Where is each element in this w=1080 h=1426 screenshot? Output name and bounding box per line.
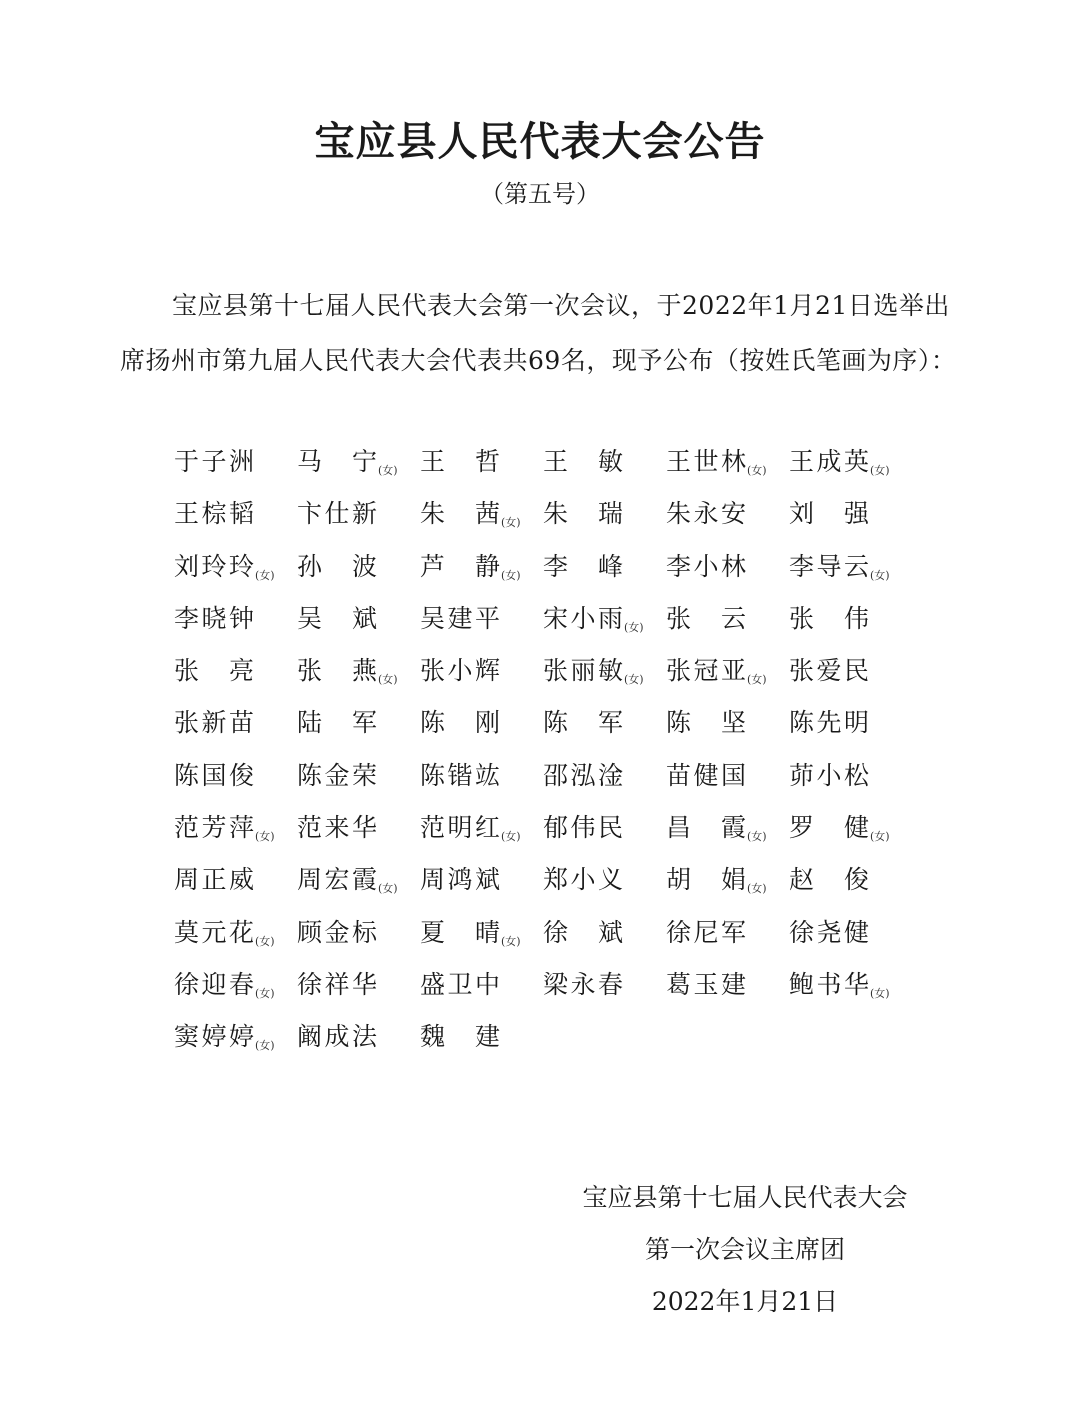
representative-name: 张冠亚 xyxy=(666,656,746,686)
representative-name: 张云 xyxy=(666,603,746,633)
representative-name: 梁永春 xyxy=(543,969,623,999)
representative-entry xyxy=(666,750,789,802)
representative-name: 徐迎春 xyxy=(174,969,254,999)
representative-name: 陈坚 xyxy=(666,708,746,738)
representative-name: 顾金标 xyxy=(297,917,377,947)
representative-name: 宋小雨 xyxy=(543,603,623,633)
representative-entry xyxy=(543,645,666,697)
signature-organization: 宝应县第十七届人民代表大会 xyxy=(582,1183,908,1212)
representative-name: 吴斌 xyxy=(297,603,377,633)
representative-entry xyxy=(297,541,420,593)
representative-name: 陈军 xyxy=(543,708,623,738)
representative-entry xyxy=(174,593,297,645)
representative-name: 葛玉建 xyxy=(666,969,746,999)
representative-entry xyxy=(543,593,666,645)
representative-entry xyxy=(543,854,666,906)
representative-entry xyxy=(789,907,912,959)
representative-entry xyxy=(297,907,420,959)
representative-entry xyxy=(297,1011,420,1063)
representative-name: 范明红 xyxy=(420,813,500,843)
representative-name: 徐尼军 xyxy=(666,917,746,947)
representative-name: 周宏霞 xyxy=(297,865,377,895)
representative-name: 陈国俊 xyxy=(174,760,254,790)
representative-name: 王成英 xyxy=(789,447,869,476)
representative-name: 张丽敏 xyxy=(543,656,623,686)
representative-name: 莫元花 xyxy=(174,917,254,947)
representative-entry xyxy=(789,750,912,802)
female-mark: (女) xyxy=(501,830,521,844)
representative-name: 周正威 xyxy=(174,865,254,895)
representative-name: 徐祥华 xyxy=(297,969,377,999)
representative-entry xyxy=(543,907,666,959)
representative-name: 张爱民 xyxy=(789,656,869,686)
representative-entry xyxy=(174,959,297,1011)
representative-entry xyxy=(789,593,912,645)
female-mark: (女) xyxy=(624,673,644,687)
representative-entry xyxy=(666,541,789,593)
representative-name: 郑小义 xyxy=(543,865,623,895)
representative-entry xyxy=(420,541,543,593)
representative-name: 王敏 xyxy=(543,447,623,476)
representative-entry xyxy=(174,645,297,697)
announcement-title: 宝应县人民代表大会公告 xyxy=(314,118,766,165)
female-mark: (女) xyxy=(747,882,767,896)
representative-name: 郁伟民 xyxy=(543,813,623,843)
female-mark: (女) xyxy=(870,986,890,1000)
representative-name: 吴建平 xyxy=(420,603,500,633)
representative-name: 苗健国 xyxy=(666,760,746,790)
representative-name: 阚成法 xyxy=(297,1022,377,1052)
representative-entry xyxy=(666,802,789,854)
representative-name: 于子洲 xyxy=(174,447,254,476)
representative-entry xyxy=(543,750,666,802)
representative-name: 孙波 xyxy=(297,551,377,581)
representative-name: 张新苗 xyxy=(174,708,254,738)
representative-entry xyxy=(297,802,420,854)
female-mark: (女) xyxy=(747,673,767,687)
announcement-number: （第五号） xyxy=(480,180,600,208)
representative-entry xyxy=(297,645,420,697)
female-mark: (女) xyxy=(870,830,890,844)
representative-name: 陈先明 xyxy=(789,708,869,738)
signature-block xyxy=(540,1172,950,1328)
representative-entry xyxy=(174,488,297,540)
representative-name: 张伟 xyxy=(789,603,869,633)
representative-entry xyxy=(543,959,666,1011)
representative-name: 罗健 xyxy=(789,813,869,843)
female-mark: (女) xyxy=(501,934,521,948)
representative-name: 朱瑞 xyxy=(543,499,623,529)
representative-entry xyxy=(543,697,666,749)
intro-paragraph: 宝应县第十七届人民代表大会第一次会议，于2022年1月21日选举出席扬州市第九届人民代表大会代表共69名，现予公布（按姓氏笔画为序）： xyxy=(120,291,957,375)
female-mark: (女) xyxy=(255,986,275,1000)
representative-name: 昌霞 xyxy=(666,813,746,843)
representative-entry xyxy=(666,645,789,697)
representative-entry xyxy=(789,436,912,488)
representative-entry xyxy=(420,750,543,802)
representative-name: 朱永安 xyxy=(666,499,746,529)
representative-entry xyxy=(174,541,297,593)
representative-entry xyxy=(297,697,420,749)
representative-entry xyxy=(789,645,912,697)
representative-entry xyxy=(666,959,789,1011)
representative-entry xyxy=(420,436,543,488)
representative-entry xyxy=(420,645,543,697)
representative-entry xyxy=(666,907,789,959)
representative-name: 周鸿斌 xyxy=(420,865,500,895)
representative-entry xyxy=(174,750,297,802)
representative-entry xyxy=(543,436,666,488)
representative-entry xyxy=(297,436,420,488)
representative-entry xyxy=(543,541,666,593)
female-mark: (女) xyxy=(501,516,521,530)
representative-name: 范芳萍 xyxy=(174,813,254,843)
signature-date: 2022年1月21日 xyxy=(651,1287,839,1316)
representative-name: 茆小松 xyxy=(789,760,869,790)
representative-entry xyxy=(420,593,543,645)
representative-entry xyxy=(297,959,420,1011)
representative-entry xyxy=(174,436,297,488)
representative-name: 张亮 xyxy=(174,656,254,686)
representative-name: 李晓钟 xyxy=(174,603,254,633)
representative-name: 范来华 xyxy=(297,813,377,843)
representative-name: 刘玲玲 xyxy=(174,551,254,581)
representative-name: 王哲 xyxy=(420,447,500,476)
signature-presidium: 第一次会议主席团 xyxy=(644,1235,845,1264)
representative-name: 马宁 xyxy=(297,447,377,476)
representative-entry xyxy=(297,593,420,645)
representative-name: 徐斌 xyxy=(543,917,623,947)
representative-entry xyxy=(420,697,543,749)
representative-entry xyxy=(174,802,297,854)
representative-entry xyxy=(420,1011,543,1063)
representative-name: 胡娟 xyxy=(666,865,746,895)
female-mark: (女) xyxy=(501,568,521,582)
representative-entry xyxy=(789,854,912,906)
representative-name: 窦婷婷 xyxy=(174,1022,254,1052)
representative-entry xyxy=(420,488,543,540)
representative-name: 李小林 xyxy=(666,551,746,581)
female-mark: (女) xyxy=(255,830,275,844)
representative-entry xyxy=(174,907,297,959)
representative-entry xyxy=(174,854,297,906)
representative-name: 徐尧健 xyxy=(789,917,869,947)
representative-entry xyxy=(789,959,912,1011)
representative-entry xyxy=(420,907,543,959)
representative-entry xyxy=(789,541,912,593)
female-mark: (女) xyxy=(255,934,275,948)
female-mark: (女) xyxy=(747,464,767,477)
representative-name: 陈金荣 xyxy=(297,760,377,790)
representative-name: 卞仕新 xyxy=(297,499,377,529)
representative-name: 芦静 xyxy=(420,551,500,581)
representative-entry xyxy=(666,697,789,749)
representative-entry xyxy=(297,750,420,802)
female-mark: (女) xyxy=(378,673,398,687)
representative-entry xyxy=(666,854,789,906)
representative-name: 夏晴 xyxy=(420,917,500,947)
representative-entry xyxy=(543,488,666,540)
representative-name: 张小辉 xyxy=(420,656,500,686)
representative-entry xyxy=(420,959,543,1011)
representative-name: 陈刚 xyxy=(420,708,500,738)
female-mark: (女) xyxy=(255,1039,275,1053)
representative-entry xyxy=(789,802,912,854)
representative-entry xyxy=(789,488,912,540)
representative-entry xyxy=(297,488,420,540)
representatives-list xyxy=(174,436,964,1064)
representative-name: 王世林 xyxy=(666,447,746,476)
representative-entry xyxy=(174,1011,297,1063)
representative-name: 魏建 xyxy=(420,1022,500,1052)
female-mark: (女) xyxy=(378,882,398,896)
representative-entry xyxy=(666,593,789,645)
representative-entry xyxy=(789,697,912,749)
representative-entry xyxy=(543,802,666,854)
representative-entry xyxy=(666,436,789,488)
representative-name: 王棕韬 xyxy=(174,499,254,529)
representative-name: 张燕 xyxy=(297,656,377,686)
representative-entry xyxy=(174,697,297,749)
representative-entry xyxy=(420,802,543,854)
female-mark: (女) xyxy=(378,464,398,477)
representative-entry xyxy=(297,854,420,906)
female-mark: (女) xyxy=(624,620,644,634)
female-mark: (女) xyxy=(870,568,890,582)
representative-name: 鲍书华 xyxy=(789,969,869,999)
representative-name: 朱茜 xyxy=(420,499,500,529)
representative-name: 邵泓淦 xyxy=(543,760,623,790)
representative-name: 陈锴竑 xyxy=(420,760,500,790)
female-mark: (女) xyxy=(870,464,890,477)
representative-name: 李导云 xyxy=(789,551,869,581)
representative-entry xyxy=(420,854,543,906)
representative-name: 赵俊 xyxy=(789,865,869,895)
representative-name: 刘强 xyxy=(789,499,869,529)
female-mark: (女) xyxy=(255,568,275,582)
representative-name: 李峰 xyxy=(543,551,623,581)
representative-entry xyxy=(666,488,789,540)
representative-name: 盛卫中 xyxy=(420,969,500,999)
representative-name: 陆军 xyxy=(297,708,377,738)
female-mark: (女) xyxy=(747,830,767,844)
